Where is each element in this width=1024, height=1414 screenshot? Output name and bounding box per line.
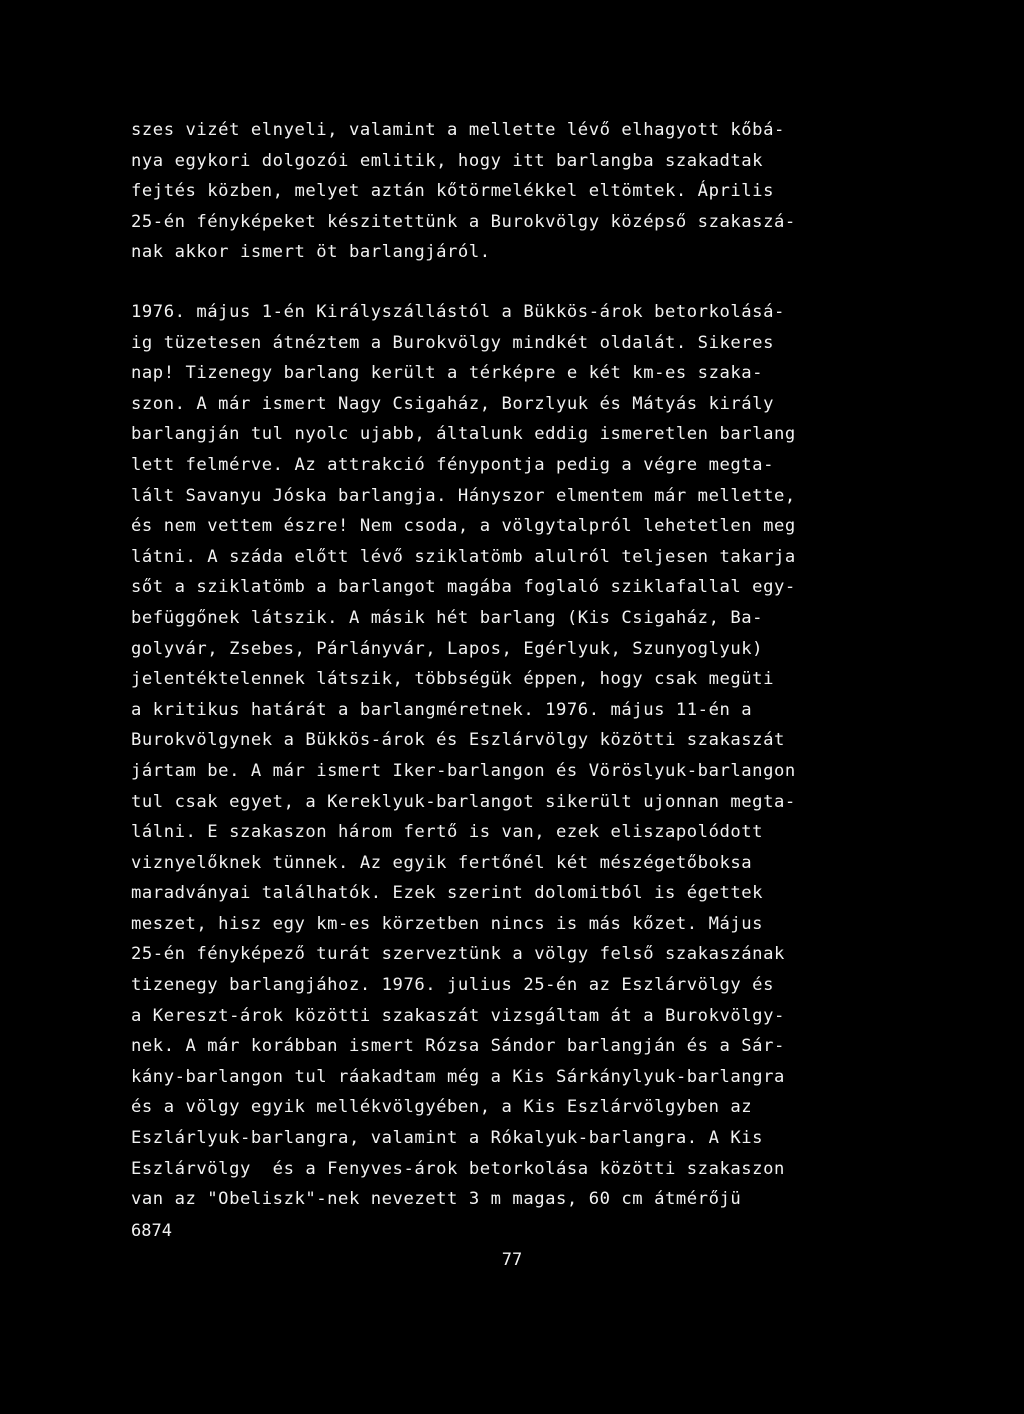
text-line: nap! Tizenegy barlang került a térképre e két km-es szaka-: [131, 363, 764, 384]
text-line: befüggőnek látszik. A másik hét barlang (Kis Csigaház, Ba-: [131, 607, 764, 628]
paragraph-1: [131, 115, 891, 268]
text-line: fejtés közben, melyet aztán kőtörmelékkel eltömtek. Április: [131, 181, 774, 202]
document-code: 6874: [131, 1221, 172, 1241]
text-line: jártam be. A már ismert Iker-barlangon és Vöröslyuk-barlangon: [131, 760, 796, 781]
paragraph-2: [131, 297, 891, 1215]
text-line: 25-én fényképeket készitettünk a Burokvölgy középső szakaszá-: [131, 211, 796, 232]
text-line: golyvár, Zsebes, Párlányvár, Lapos, Egérlyuk, Szunyoglyuk): [131, 638, 764, 659]
text-line: viznyelőknek tünnek. Az egyik fertőnél két mészégetőboksa: [131, 852, 753, 873]
text-line: 25-én fényképező turát szerveztünk a völgy felső szakaszának: [131, 944, 785, 965]
page-number: 77: [501, 1250, 523, 1270]
text-line: sőt a sziklatömb a barlangot magába foglaló sziklafallal egy-: [131, 577, 796, 598]
text-line: látni. A száda előtt lévő sziklatömb alulról teljesen takarja: [131, 546, 796, 567]
text-line: maradványai találhatók. Ezek szerint dolomitból is égettek: [131, 883, 764, 904]
text-line: szon. A már ismert Nagy Csigaház, Borzlyuk és Mátyás király: [131, 393, 774, 414]
text-line: barlangján tul nyolc ujabb, általunk eddig ismeretlen barlang: [131, 424, 796, 445]
text-line: és nem vettem észre! Nem csoda, a völgytalpról lehetetlen meg: [131, 516, 796, 537]
text-line: lált Savanyu Jóska barlangja. Hányszor elmentem már mellette,: [131, 485, 796, 506]
text-line: meszet, hisz egy km-es körzetben nincs is más kőzet. Május: [131, 913, 764, 934]
text-line: kány-barlangon tul ráakadtam még a Kis Sárkánylyuk-barlangra: [131, 1066, 785, 1087]
text-line: nya egykori dolgozói emlitik, hogy itt barlangba szakadtak: [131, 150, 764, 171]
text-line: tizenegy barlangjához. 1976. julius 25-én az Eszlárvölgy és: [131, 975, 774, 996]
text-line: tul csak egyet, a Kereklyuk-barlangot sikerült ujonnan megta-: [131, 791, 796, 812]
text-line: szes vizét elnyeli, valamint a mellette lévő elhagyott kőbá-: [131, 120, 785, 140]
text-line: ig tüzetesen átnéztem a Burokvölgy mindkét oldalát. Sikeres: [131, 332, 774, 353]
text-line: Eszlárvölgy és a Fenyves-árok betorkolása közötti szakaszon: [131, 1158, 785, 1179]
text-line: és a völgy egyik mellékvölgyében, a Kis Eszlárvölgyben az: [131, 1097, 753, 1118]
text-line: lálni. E szakaszon három fertő is van, ezek eliszapolódott: [131, 822, 764, 843]
text-line: nek. A már korábban ismert Rózsa Sándor barlangján és a Sár-: [131, 1036, 785, 1057]
text-line: nak akkor ismert öt barlangjáról.: [131, 242, 491, 263]
text-line: jelentéktelennek látszik, többségük éppen, hogy csak megüti: [131, 669, 774, 690]
text-line: Burokvölgynek a Bükkös-árok és Eszlárvölgy közötti szakaszát: [131, 730, 785, 751]
text-line: 1976. május 1-én Királyszállástól a Bükkös-árok betorkolásá-: [131, 302, 785, 322]
text-line: a kritikus határát a barlangméretnek. 1976. május 11-én a: [131, 699, 753, 720]
text-line: a Kereszt-árok közötti szakaszát vizsgáltam át a Burokvölgy-: [131, 1005, 785, 1026]
text-line: Eszlárlyuk-barlangra, valamint a Rókalyuk-barlangra. A Kis: [131, 1128, 764, 1149]
text-line: van az "Obeliszk"-nek nevezett 3 m magas, 60 cm átmérőjü: [131, 1189, 742, 1210]
text-line: lett felmérve. Az attrakció fénypontja pedig a végre megta-: [131, 454, 774, 475]
